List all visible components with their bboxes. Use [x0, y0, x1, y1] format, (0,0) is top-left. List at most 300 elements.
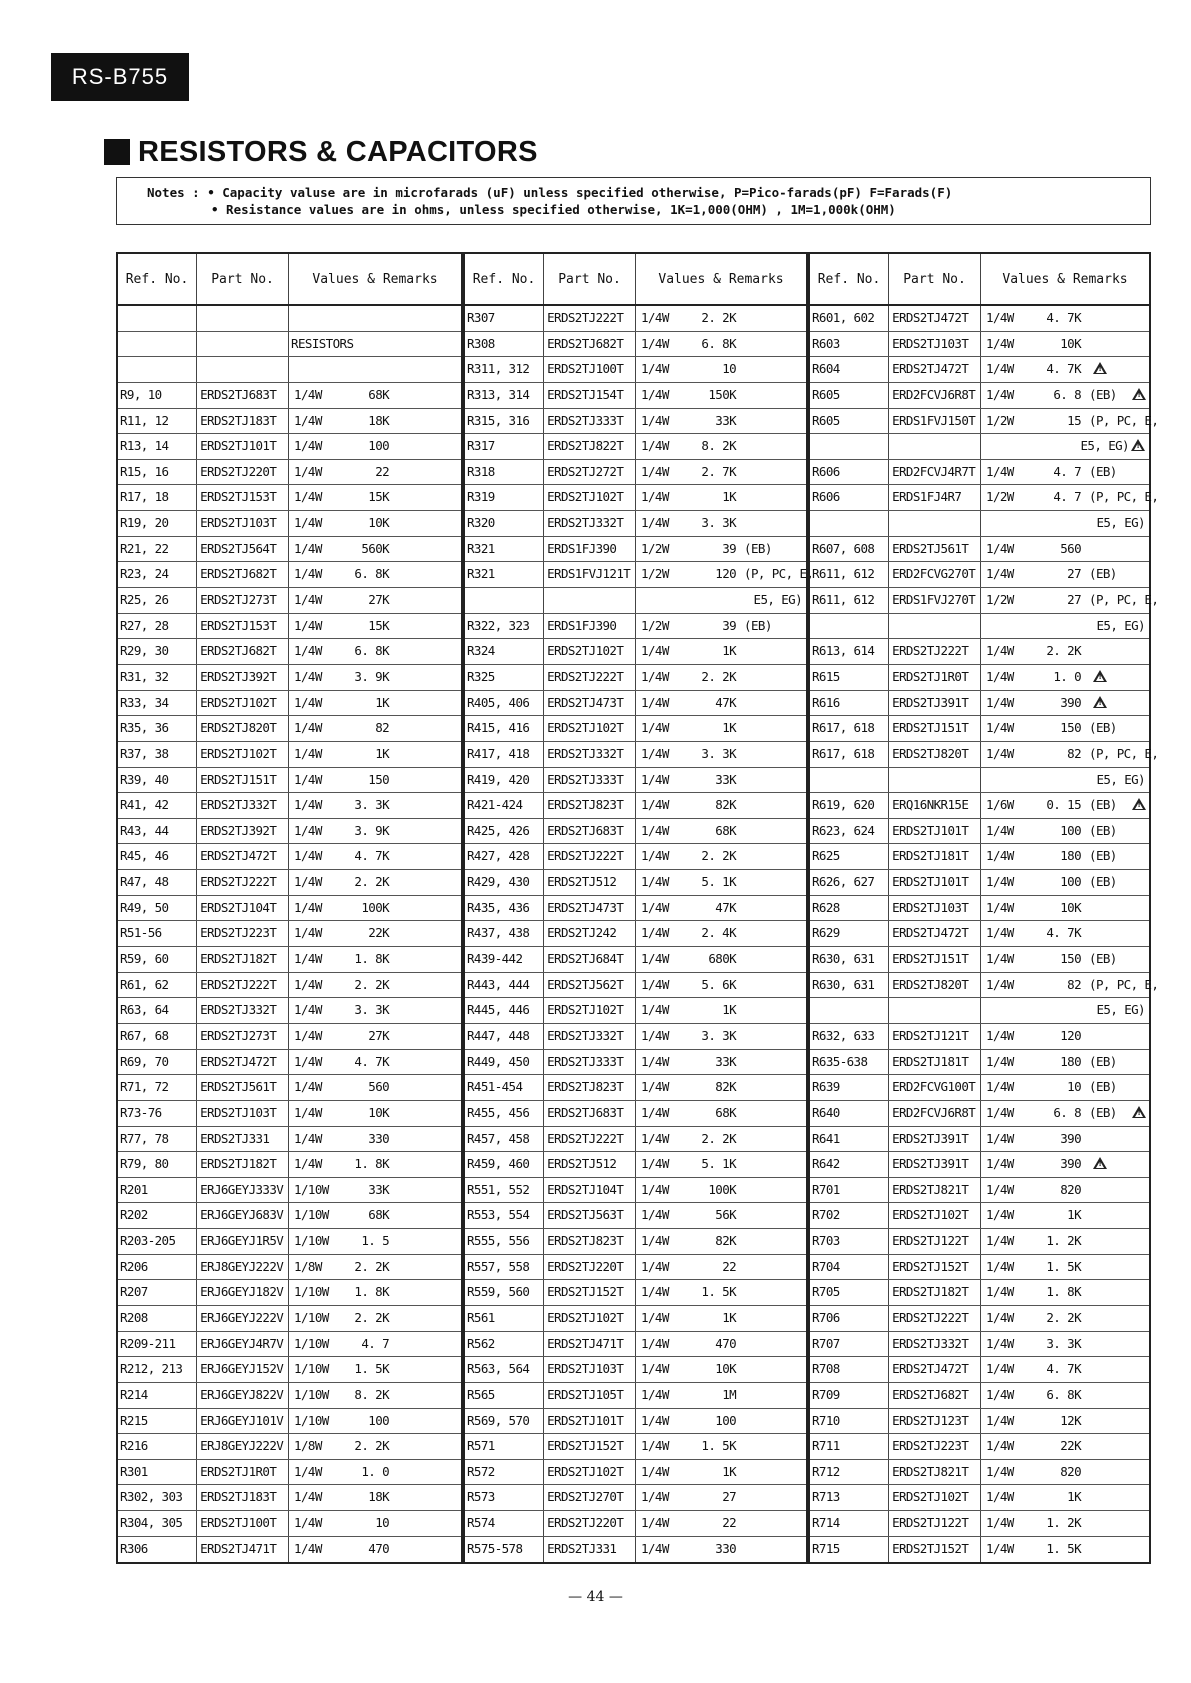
wattage: 1/4W: [986, 720, 1014, 736]
part-no-cell: ERDS2TJ102T: [543, 639, 635, 664]
ref-no-cell: R51-56: [120, 925, 162, 941]
table-row: [465, 896, 806, 922]
wattage: 1/4W: [294, 925, 322, 941]
parts-table-left: [116, 252, 463, 1564]
resistance-value: 68K: [715, 822, 737, 838]
values-remarks-cell: [288, 1127, 461, 1152]
values-remarks-cell: [288, 1332, 461, 1357]
part-no-cell: ERDS2TJ181T: [888, 844, 980, 869]
notes-line-2: • Resistance values are in ohms, unless specified otherwise, 1K=1,000(OHM) , 1M=1,000k(OHM): [211, 202, 896, 217]
ref-no-cell: R575-578: [467, 1540, 523, 1556]
wattage: 1/4W: [986, 643, 1014, 659]
remarks: [1089, 844, 1117, 868]
resistance-value: 10: [722, 361, 737, 377]
values-remarks-cell: [635, 1460, 806, 1485]
values-remarks-cell: [980, 588, 1159, 613]
part-no-cell: ERD2FCVG270T: [888, 562, 980, 587]
values-remarks-cell: [980, 434, 1149, 459]
values-remarks-cell: [288, 1306, 461, 1331]
part-no-cell: ERDS2TJ564T: [196, 537, 288, 562]
values-remarks-cell: [980, 562, 1149, 587]
wattage: 1/4W: [641, 335, 669, 351]
ref-no-cell: R429, 430: [467, 874, 530, 890]
resistance-value: 2. 2K: [1046, 1309, 1082, 1325]
values-remarks-cell: [980, 870, 1149, 895]
ref-no-cell: R630, 631: [812, 976, 875, 992]
notes-box: [116, 177, 1151, 225]
values-remarks-cell: [288, 716, 461, 741]
table-row: [810, 1280, 1149, 1306]
ref-no-cell: R557, 558: [467, 1258, 530, 1274]
ref-no-cell: R209-211: [120, 1335, 176, 1351]
wattage: 1/4W: [986, 951, 1014, 967]
wattage: 1/4W: [641, 1309, 669, 1325]
values-remarks-cell: [288, 511, 461, 536]
values-remarks-cell: [980, 485, 1159, 510]
remarks: [744, 562, 813, 586]
remarks: [1097, 768, 1145, 792]
part-no-cell: ERDS2TJ151T: [888, 947, 980, 972]
values-remarks-cell: [980, 383, 1149, 408]
part-no-cell: ERDS2TJ102T: [543, 485, 635, 510]
values-remarks-cell: [288, 665, 461, 690]
part-no-cell: ERDS2TJ333T: [543, 768, 635, 793]
remarks: [1089, 819, 1117, 843]
resistance-value: 330: [715, 1540, 737, 1556]
wattage: 1/4W: [986, 361, 1014, 377]
wattage: 1/4W: [294, 386, 322, 402]
wattage: 1/4W: [294, 899, 322, 915]
remarks-text: (EB): [1089, 1053, 1117, 1069]
table-row: [810, 691, 1149, 717]
resistance-value: 82K: [715, 797, 737, 813]
ref-no-cell: R607, 608: [812, 540, 875, 556]
table-row: [810, 716, 1149, 742]
resistance-value: 82K: [715, 1233, 737, 1249]
part-no-cell: [888, 434, 980, 459]
resistance-value: 10K: [1060, 899, 1082, 915]
part-no-cell: ERDS2TJ473T: [543, 691, 635, 716]
resistance-value: 1. 2K: [1046, 1515, 1082, 1531]
values-remarks-cell: [288, 434, 461, 459]
values-remarks-cell: [635, 383, 806, 408]
table-row: [118, 485, 461, 511]
resistance-value: 68K: [368, 1207, 390, 1223]
resistance-value: 100: [368, 438, 390, 454]
resistance-value: 3. 3K: [354, 1002, 390, 1018]
part-no-cell: ERDS2TJ471T: [543, 1332, 635, 1357]
part-no-cell: ERDS2TJ512: [543, 870, 635, 895]
table-row: [810, 1229, 1149, 1255]
resistance-value: 100K: [361, 899, 390, 915]
wattage: 1/4W: [294, 1540, 322, 1556]
wattage: 1/4W: [641, 1130, 669, 1146]
part-no-cell: [888, 511, 980, 536]
page-number: — 44 —: [568, 1589, 623, 1605]
part-no-cell: ERDS2TJ820T: [888, 973, 980, 998]
ref-no-cell: R405, 406: [467, 694, 530, 710]
remarks-text: (P, PC, E,: [1089, 976, 1159, 992]
wattage: 1/4W: [641, 310, 669, 325]
remarks-text: (EB): [744, 540, 772, 556]
values-remarks-cell: [288, 1434, 461, 1459]
table-row: [465, 1127, 806, 1153]
resistance-value: 27: [1067, 592, 1082, 608]
values-remarks-cell: [635, 460, 806, 485]
values-remarks-cell: [288, 639, 461, 664]
wattage: 1/4W: [641, 822, 669, 838]
wattage: 1/4W: [986, 925, 1014, 941]
part-no-cell: [888, 614, 980, 639]
part-no-cell: ERDS2TJ183T: [196, 409, 288, 434]
remarks: [1089, 742, 1158, 766]
remarks: [1089, 716, 1117, 740]
wattage: 1/4W: [986, 1079, 1014, 1095]
part-no-cell: ERDS1FVJ270T: [888, 588, 980, 613]
part-no-cell: ERDS2TJ272T: [543, 460, 635, 485]
resistance-value: 3. 9K: [354, 822, 390, 838]
remarks: [1097, 614, 1145, 638]
values-remarks-cell: [635, 1383, 806, 1408]
values-remarks-cell: [635, 768, 806, 793]
values-remarks-cell: [980, 1511, 1149, 1536]
table-row: [810, 332, 1149, 358]
resistance-value: 6. 8K: [1046, 1386, 1082, 1402]
wattage: 1/4W: [641, 1463, 669, 1479]
resistance-value: 1K: [1067, 1489, 1082, 1505]
remarks-text: E5, EG): [1096, 771, 1145, 787]
ref-no-cell: R625: [812, 848, 840, 864]
wattage: 1/4W: [986, 335, 1014, 351]
resistance-value: 3. 3K: [701, 515, 737, 531]
table-row: [465, 742, 806, 768]
table-row: [810, 409, 1159, 435]
resistance-value: 1. 8K: [354, 1284, 390, 1300]
resistance-value: 4. 7: [1053, 489, 1082, 505]
ref-no-cell: R322, 323: [467, 617, 530, 633]
ref-no-cell: R639: [812, 1079, 840, 1095]
table-row: [465, 768, 806, 794]
section-heading: [104, 134, 538, 170]
part-no-cell: ERDS2TJ1R0T: [888, 665, 980, 690]
wattage: 1/4W: [986, 1130, 1014, 1146]
header-values-remarks: Values & Remarks: [288, 254, 461, 304]
part-no-cell: ERDS2TJ222T: [196, 973, 288, 998]
part-no-cell: ERDS2TJ562T: [543, 973, 635, 998]
resistance-value: 22: [375, 463, 390, 479]
part-no-cell: ERDS2TJ182T: [888, 1280, 980, 1305]
wattage: 1/4W: [294, 668, 322, 684]
part-no-cell: ERDS2TJ473T: [543, 896, 635, 921]
resistance-value: 2. 2K: [701, 668, 737, 684]
resistance-value: 82K: [715, 1079, 737, 1095]
table-row: [465, 306, 806, 332]
table-row: [465, 998, 806, 1024]
table-row: [118, 819, 461, 845]
wattage: 1/4W: [294, 1002, 322, 1018]
values-remarks-cell: [635, 332, 806, 357]
ref-no-cell: R308: [467, 335, 495, 351]
table-row: [465, 537, 806, 563]
resistance-value: 82: [1067, 976, 1082, 992]
resistance-value: 180: [1060, 848, 1082, 864]
remarks-text: (EB): [1089, 463, 1117, 479]
ref-no-cell: R606: [812, 489, 840, 505]
remarks: [1089, 1075, 1117, 1099]
part-no-cell: ERDS2TJ332T: [543, 511, 635, 536]
table-row: [810, 870, 1149, 896]
resistance-value: 3. 3K: [701, 745, 737, 761]
resistance-value: 150: [1060, 720, 1082, 736]
ref-no-cell: R21, 22: [120, 540, 169, 556]
table-row: [465, 460, 806, 486]
wattage: 1/4W: [986, 874, 1014, 890]
values-remarks-cell: [635, 716, 806, 741]
part-no-cell: ERDS2TJ472T: [196, 1050, 288, 1075]
wattage: 1/4W: [294, 874, 322, 890]
wattage: 1/10W: [294, 1386, 329, 1402]
ref-no-cell: [465, 588, 543, 613]
resistance-value: 1K: [722, 489, 737, 505]
resistance-value: 10: [375, 1515, 390, 1531]
resistance-value: 68K: [715, 1104, 737, 1120]
values-remarks-cell: [288, 819, 461, 844]
remarks-text: (EB): [1089, 1104, 1117, 1120]
resistance-value: 1. 8K: [1046, 1284, 1082, 1300]
resistance-value: 1K: [375, 694, 390, 710]
table-row: [118, 896, 461, 922]
wattage: 1/4W: [641, 694, 669, 710]
part-no-cell: ERDS2TJ392T: [196, 819, 288, 844]
wattage: 1/4W: [986, 1284, 1014, 1300]
ref-no-cell: R574: [467, 1515, 495, 1531]
header-part-no: Part No.: [543, 254, 635, 304]
values-remarks-cell: [288, 1075, 461, 1100]
values-remarks-cell: [635, 1357, 806, 1382]
wattage: 1/8W: [294, 1258, 322, 1274]
part-no-cell: ERDS2TJ822T: [543, 434, 635, 459]
table-row: [118, 511, 461, 537]
resistance-value: 27: [722, 1489, 737, 1505]
part-no-cell: ERDS1FJ390: [543, 614, 635, 639]
part-no-cell: ERDS2TJ332T: [196, 793, 288, 818]
values-remarks-cell: [288, 742, 461, 767]
ref-no-cell: R635-638: [812, 1053, 868, 1069]
ref-no-cell: [118, 306, 196, 331]
part-no-cell: ERDS2TJ683T: [543, 1101, 635, 1126]
part-no-cell: ERDS2TJ102T: [888, 1203, 980, 1228]
ref-no-cell: R615: [812, 668, 840, 684]
part-no-cell: ERDS2TJ100T: [543, 357, 635, 382]
values-remarks-cell: [288, 793, 461, 818]
values-remarks-cell: [635, 1075, 806, 1100]
ref-no-cell: R45, 46: [120, 848, 169, 864]
resistance-value: 1K: [722, 1002, 737, 1018]
wattage: 1/4W: [294, 438, 322, 454]
values-remarks-cell: [635, 1050, 806, 1075]
part-no-cell: ERDS2TJ181T: [888, 1050, 980, 1075]
values-remarks-cell: [288, 614, 461, 639]
values-remarks-cell: [980, 1178, 1149, 1203]
resistance-value: 150K: [708, 386, 737, 402]
values-remarks-cell: [980, 793, 1149, 818]
table-row: [118, 409, 461, 435]
resistance-value: 820: [1060, 1181, 1082, 1197]
values-remarks-cell: [288, 306, 461, 331]
ref-no-cell: R77, 78: [120, 1130, 169, 1146]
values-remarks-cell: [980, 844, 1149, 869]
ref-no-cell: R611, 612: [812, 566, 875, 582]
table-row: [118, 1050, 461, 1076]
ref-no-cell: R439-442: [467, 951, 523, 967]
wattage: 1/4W: [641, 1335, 669, 1351]
table-row: [810, 1075, 1149, 1101]
ref-no-cell: R23, 24: [120, 566, 169, 582]
table-row: [465, 614, 806, 640]
table-row: [118, 844, 461, 870]
table-row: [810, 614, 1149, 640]
resistance-value: 470: [368, 1540, 390, 1556]
values-remarks-cell: [635, 1101, 806, 1126]
table-row: [465, 485, 806, 511]
remarks-text: (P, PC, E,: [1089, 489, 1159, 505]
ref-no-cell: R321: [467, 566, 495, 582]
table-row: [118, 1357, 461, 1383]
ref-no-cell: R304, 305: [120, 1515, 183, 1531]
wattage: 1/2W: [641, 566, 669, 582]
values-remarks-cell: [980, 896, 1149, 921]
wattage: 1/4W: [294, 745, 322, 761]
ref-no-cell: R712: [812, 1463, 840, 1479]
table-row: [465, 1332, 806, 1358]
table-row: [810, 357, 1149, 383]
table-row: [465, 973, 806, 999]
ref-no-cell: R63, 64: [120, 1002, 169, 1018]
table-row: [810, 434, 1149, 460]
table-row: [118, 742, 461, 768]
remarks-text: (EB): [1089, 1079, 1117, 1095]
table-row: [465, 357, 806, 383]
part-no-cell: ERDS2TJ103T: [196, 511, 288, 536]
part-no-cell: ERDS2TJ220T: [543, 1255, 635, 1280]
wattage: 1/4W: [641, 1412, 669, 1428]
ref-no-cell: R704: [812, 1258, 840, 1274]
resistance-value: 5. 1K: [701, 874, 737, 890]
remarks-text: (EB): [1089, 720, 1117, 736]
ref-no-cell: R561: [467, 1309, 495, 1325]
warning-triangle-icon: [1093, 1157, 1107, 1169]
resistance-value: 1K: [1067, 1207, 1082, 1223]
table-row: [118, 588, 461, 614]
table-row: [465, 383, 806, 409]
ref-no-cell: R427, 428: [467, 848, 530, 864]
values-remarks-cell: [288, 485, 461, 510]
resistance-value: 6. 8: [1053, 386, 1082, 402]
warning-triangle-icon: [1132, 1106, 1146, 1118]
ref-no-cell: R203-205: [120, 1233, 176, 1249]
values-remarks-cell: [288, 1024, 461, 1049]
table-row: [118, 1024, 461, 1050]
values-remarks-cell: [635, 1152, 806, 1177]
part-no-cell: ERDS2TJ683T: [543, 819, 635, 844]
warning-triangle-icon: [1093, 670, 1107, 682]
ref-no-cell: R445, 446: [467, 1002, 530, 1018]
wattage: 1/4W: [641, 668, 669, 684]
wattage: 1/4W: [986, 540, 1014, 556]
warning-triangle-icon: [1131, 439, 1145, 451]
table-row: [118, 947, 461, 973]
ref-no-cell: R617, 618: [812, 720, 875, 736]
wattage: 1/4W: [641, 976, 669, 992]
resistance-value: 120: [1060, 1027, 1082, 1043]
part-no-cell: ERDS2TJ273T: [196, 1024, 288, 1049]
part-no-cell: ERQ16NKR15E: [888, 793, 980, 818]
part-no-cell: ERDS2TJ101T: [888, 819, 980, 844]
part-no-cell: ERDS2TJ682T: [888, 1383, 980, 1408]
table-row: [465, 588, 806, 614]
table-row: [465, 1434, 806, 1460]
part-no-cell: ERDS2TJ152T: [543, 1434, 635, 1459]
wattage: 1/4W: [641, 463, 669, 479]
wattage: 1/4W: [641, 1540, 669, 1556]
remarks: [1089, 793, 1117, 817]
ref-no-cell: R611, 612: [812, 592, 875, 608]
values-remarks-cell: [980, 639, 1149, 664]
values-remarks-cell: [980, 511, 1149, 536]
values-remarks-cell: [980, 1255, 1149, 1280]
table-row: [465, 1280, 806, 1306]
values-remarks-cell: [635, 947, 806, 972]
ref-no-cell: R459, 460: [467, 1156, 530, 1172]
resistance-value: 2. 2K: [701, 848, 737, 864]
part-no-cell: ERDS2TJ242: [543, 921, 635, 946]
resistance-value: 6. 8K: [354, 643, 390, 659]
ref-no-cell: R207: [120, 1284, 148, 1300]
resistance-value: 5. 1K: [701, 1156, 737, 1172]
wattage: 1/4W: [986, 310, 1014, 325]
wattage: 1/4W: [294, 720, 322, 736]
wattage: 1/4W: [641, 361, 669, 377]
table-row: [465, 1383, 806, 1409]
resistance-value: 560: [368, 1079, 390, 1095]
resistance-value: 1. 5K: [701, 1284, 737, 1300]
wattage: 1/4W: [986, 1181, 1014, 1197]
table-header: [118, 254, 461, 306]
resistance-value: 1. 0: [361, 1463, 390, 1479]
resistance-value: 1. 5K: [1046, 1258, 1082, 1274]
ref-no-cell: R451-454: [467, 1079, 523, 1095]
table-row: [465, 1511, 806, 1537]
table-row: [465, 434, 806, 460]
ref-no-cell: R711: [812, 1438, 840, 1454]
ref-no-cell: R61, 62: [120, 976, 169, 992]
values-remarks-cell: [288, 1152, 461, 1177]
ref-no-cell: R709: [812, 1386, 840, 1402]
values-remarks-cell: [288, 332, 461, 357]
values-remarks-cell: [288, 896, 461, 921]
wattage: 1/4W: [641, 643, 669, 659]
wattage: 1/4W: [641, 1258, 669, 1274]
wattage: 1/4W: [986, 668, 1014, 684]
wattage: 1/4W: [641, 386, 669, 402]
ref-no-cell: R421-424: [467, 797, 523, 813]
resistance-value: 560: [1060, 540, 1082, 556]
ref-no-cell: R37, 38: [120, 745, 169, 761]
ref-no-cell: R301: [120, 1463, 148, 1479]
resistance-value: 10K: [1060, 335, 1082, 351]
wattage: 1/4W: [641, 489, 669, 505]
wattage: 1/4W: [986, 1463, 1014, 1479]
